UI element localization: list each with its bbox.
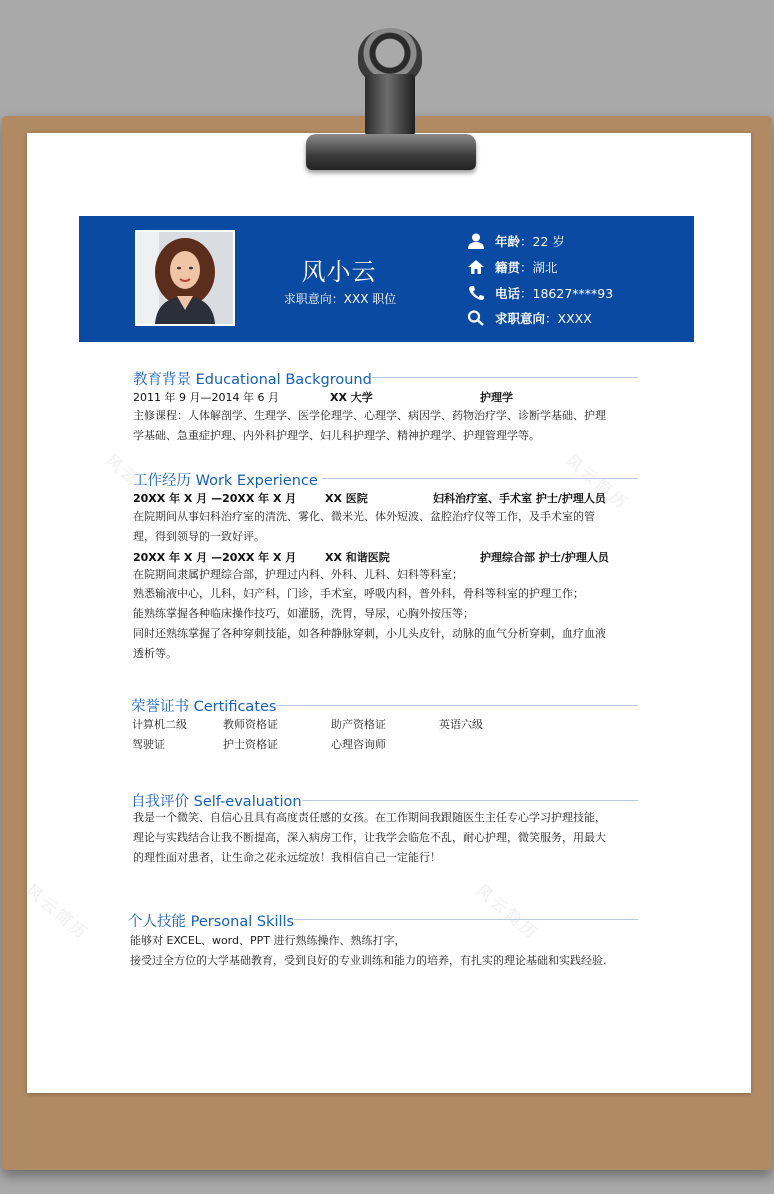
job-2-desc-2: 熟悉输液中心，儿科，妇产科，门诊，手术室，呼吸内科，普外科，骨科等科室的护理工作； — [133, 587, 584, 600]
cert-item: 护士资格证 — [223, 738, 278, 751]
search-icon — [467, 310, 485, 326]
cert-item: 心理咨询师 — [331, 738, 386, 751]
section-title-self: 自我评价 Self-evaluation — [131, 794, 302, 810]
info-intention: 求职意向 ：XXXX — [467, 309, 592, 327]
edu-courses: 主修课程：人体解剖学、生理学、医学伦理学、心理学、病因学、药物治疗学、诊断学基础、护理学基础、急重症护理、内外科护理学、妇儿科护理学、精神护理学、护理管理学等。 — [133, 409, 606, 442]
job-2-desc-4: 同时还熟练掌握了各种穿刺技能，如各种静脉穿刺，小儿头皮针，动脉的血气分析穿刺，血疗血液透析等。 — [133, 627, 606, 660]
job-1-desc: 在院期间从事妇科治疗室的清洗、雾化、微米光、体外短波、盆腔治疗仪等工作，及手术室的管理，得到领导的一致好评。 — [133, 510, 595, 543]
home-icon — [467, 259, 485, 275]
job-1-period: 20XX 年 X 月 —20XX 年 X 月 — [133, 492, 297, 505]
section-divider — [322, 478, 638, 479]
job-2-org: XX 和谐医院 — [325, 551, 390, 564]
section-divider — [276, 705, 638, 706]
cert-item: 驾驶证 — [132, 738, 165, 751]
job-2-desc-3: 能熟练掌握各种临床操作技巧，如灌肠，洗胃，导尿，心胸外按压等； — [133, 607, 474, 620]
cert-item: 计算机二级 — [132, 718, 187, 731]
section-divider — [302, 800, 638, 801]
resume-header — [79, 216, 694, 342]
info-phone: 电话 ：18627****93 — [467, 284, 613, 302]
section-title-certificates: 荣誉证书 Certificates — [131, 699, 277, 715]
avatar-photo-icon — [137, 232, 233, 324]
phone-icon — [467, 285, 485, 301]
skills-line-1: 能够对 EXCEL、word、PPT 进行熟练操作、熟练打字， — [130, 934, 406, 947]
avatar — [135, 230, 235, 326]
clip-neck — [365, 74, 415, 136]
job-2-period: 20XX 年 X 月 —20XX 年 X 月 — [133, 551, 297, 564]
job-2-desc-1: 在院期间隶属护理综合部，护理过内科、外科、儿科、妇科等科室； — [133, 568, 463, 581]
section-title-work: 工作经历 Work Experience — [133, 473, 318, 489]
edu-school: XX 大学 — [330, 391, 373, 404]
edu-period: 2011 年 9 月—2014 年 6 月 — [133, 391, 279, 404]
section-title-education: 教育背景 Educational Background — [133, 372, 372, 388]
section-divider — [294, 919, 638, 920]
section-title-skills: 个人技能 Personal Skills — [128, 914, 295, 930]
edu-major: 护理学 — [480, 391, 513, 404]
cert-item: 助产资格证 — [331, 718, 386, 731]
info-origin: 籍贯 ：湖北 — [467, 258, 558, 276]
self-evaluation-text: 我是一个微笑、自信心且具有高度责任感的女孩。在工作期间我跟随医生主任专心学习护理技能，理论与实践结合让我不断提高，深入病房工作，让我学会临危不乱，耐心护理，微笑服务，用最大的理性面对患者，让生命之花永远绽放！我相信自己一定能行！ — [133, 811, 606, 864]
skills-line-2: 接受过全方位的大学基础教育，受到良好的专业训练和能力的培养，有扎实的理论基础和实践经验. — [130, 954, 607, 967]
job-2-role: 护理综合部 护士/护理人员 — [480, 551, 609, 564]
person-icon — [467, 233, 485, 249]
cert-item: 教师资格证 — [223, 718, 278, 731]
job-1-role: 妇科治疗室、手术室 护士/护理人员 — [433, 492, 606, 505]
binder-clip — [306, 134, 476, 170]
info-age: 年龄 ：22 岁 — [467, 232, 565, 250]
cert-item: 英语六级 — [439, 718, 483, 731]
candidate-name: 风小云 — [301, 258, 377, 286]
job-1-org: XX 医院 — [325, 492, 368, 505]
section-divider — [372, 377, 638, 378]
job-intention: 求职意向：XXX 职位 — [283, 292, 397, 306]
